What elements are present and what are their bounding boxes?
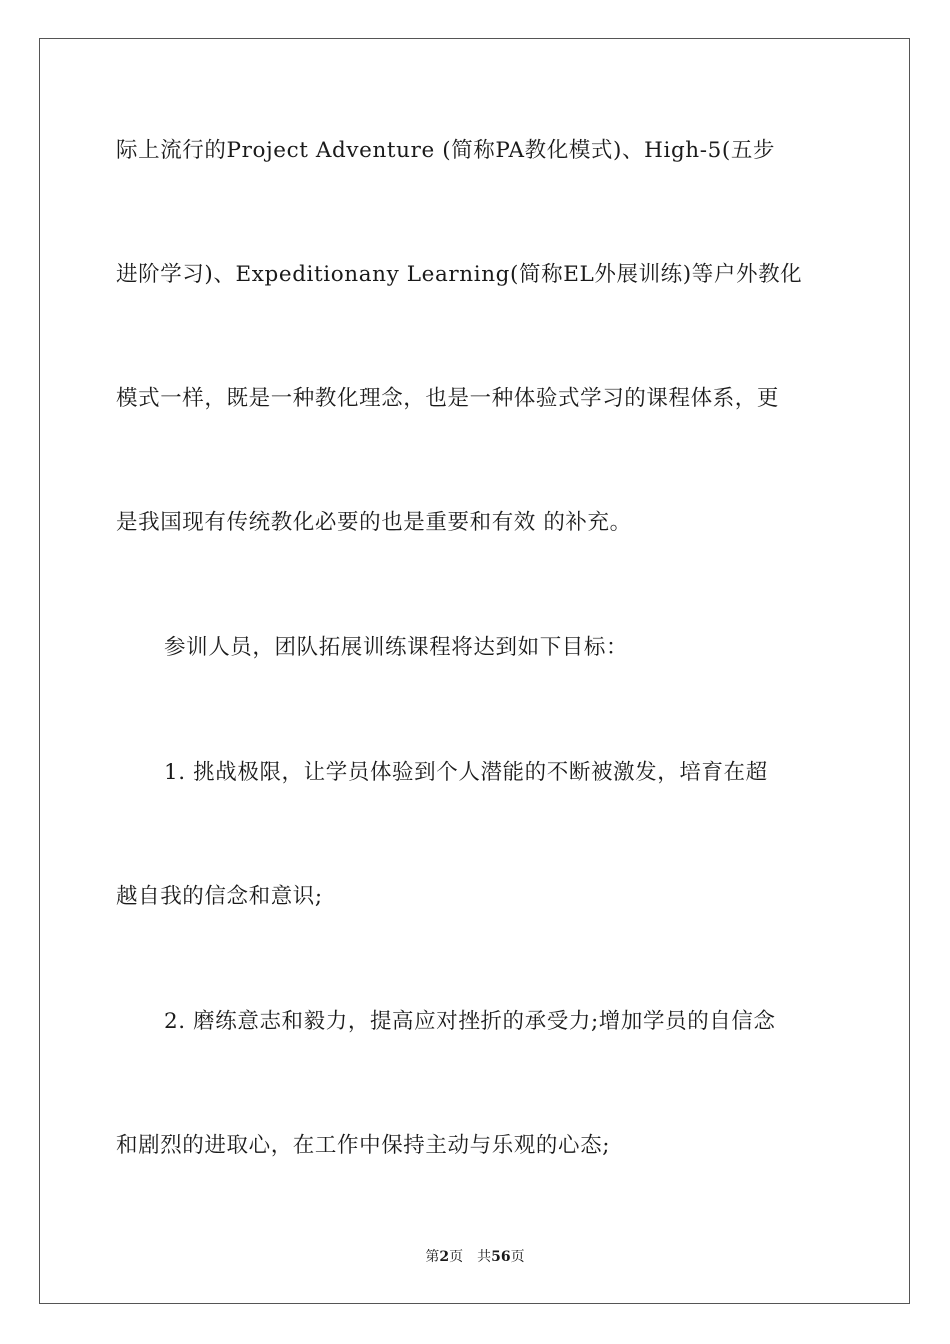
body-line-1: 际上流行的Project Adventure (简称PA教化模式)、High-5(五步 [116,138,776,163]
body-line-5: 参训人员，团队拓展训练课程将达到如下目标： [164,635,629,660]
page-suffix: 页 [449,1249,464,1265]
total-suffix: 页 [510,1249,525,1265]
total-pages-number: 56 [491,1249,511,1265]
body-line-3: 模式一样，既是一种教化理念，也是一种体验式学习的课程体系，更 [116,386,780,411]
page-prefix: 第 [425,1249,440,1265]
body-line-4: 是我国现有传统教化必要的也是重要和有效 的补充。 [116,510,632,535]
goal-2-line-1: 2. 磨练意志和毅力，提高应对挫折的承受力;增加学员的自信念 [164,1009,776,1034]
current-page-number: 2 [439,1249,450,1265]
goal-2-line-2: 和剧烈的进取心，在工作中保持主动与乐观的心态; [116,1133,611,1158]
page-frame [39,38,910,1304]
body-line-2: 进阶学习)、Expeditionany Learning(简称EL外展训练)等户外教化 [116,262,803,287]
page-footer [0,1247,950,1267]
goal-1-line-2: 越自我的信念和意识; [116,884,323,909]
total-prefix: 共 [477,1249,492,1265]
goal-1-line-1: 1. 挑战极限，让学员体验到个人潜能的不断被激发，培育在超 [164,760,768,785]
